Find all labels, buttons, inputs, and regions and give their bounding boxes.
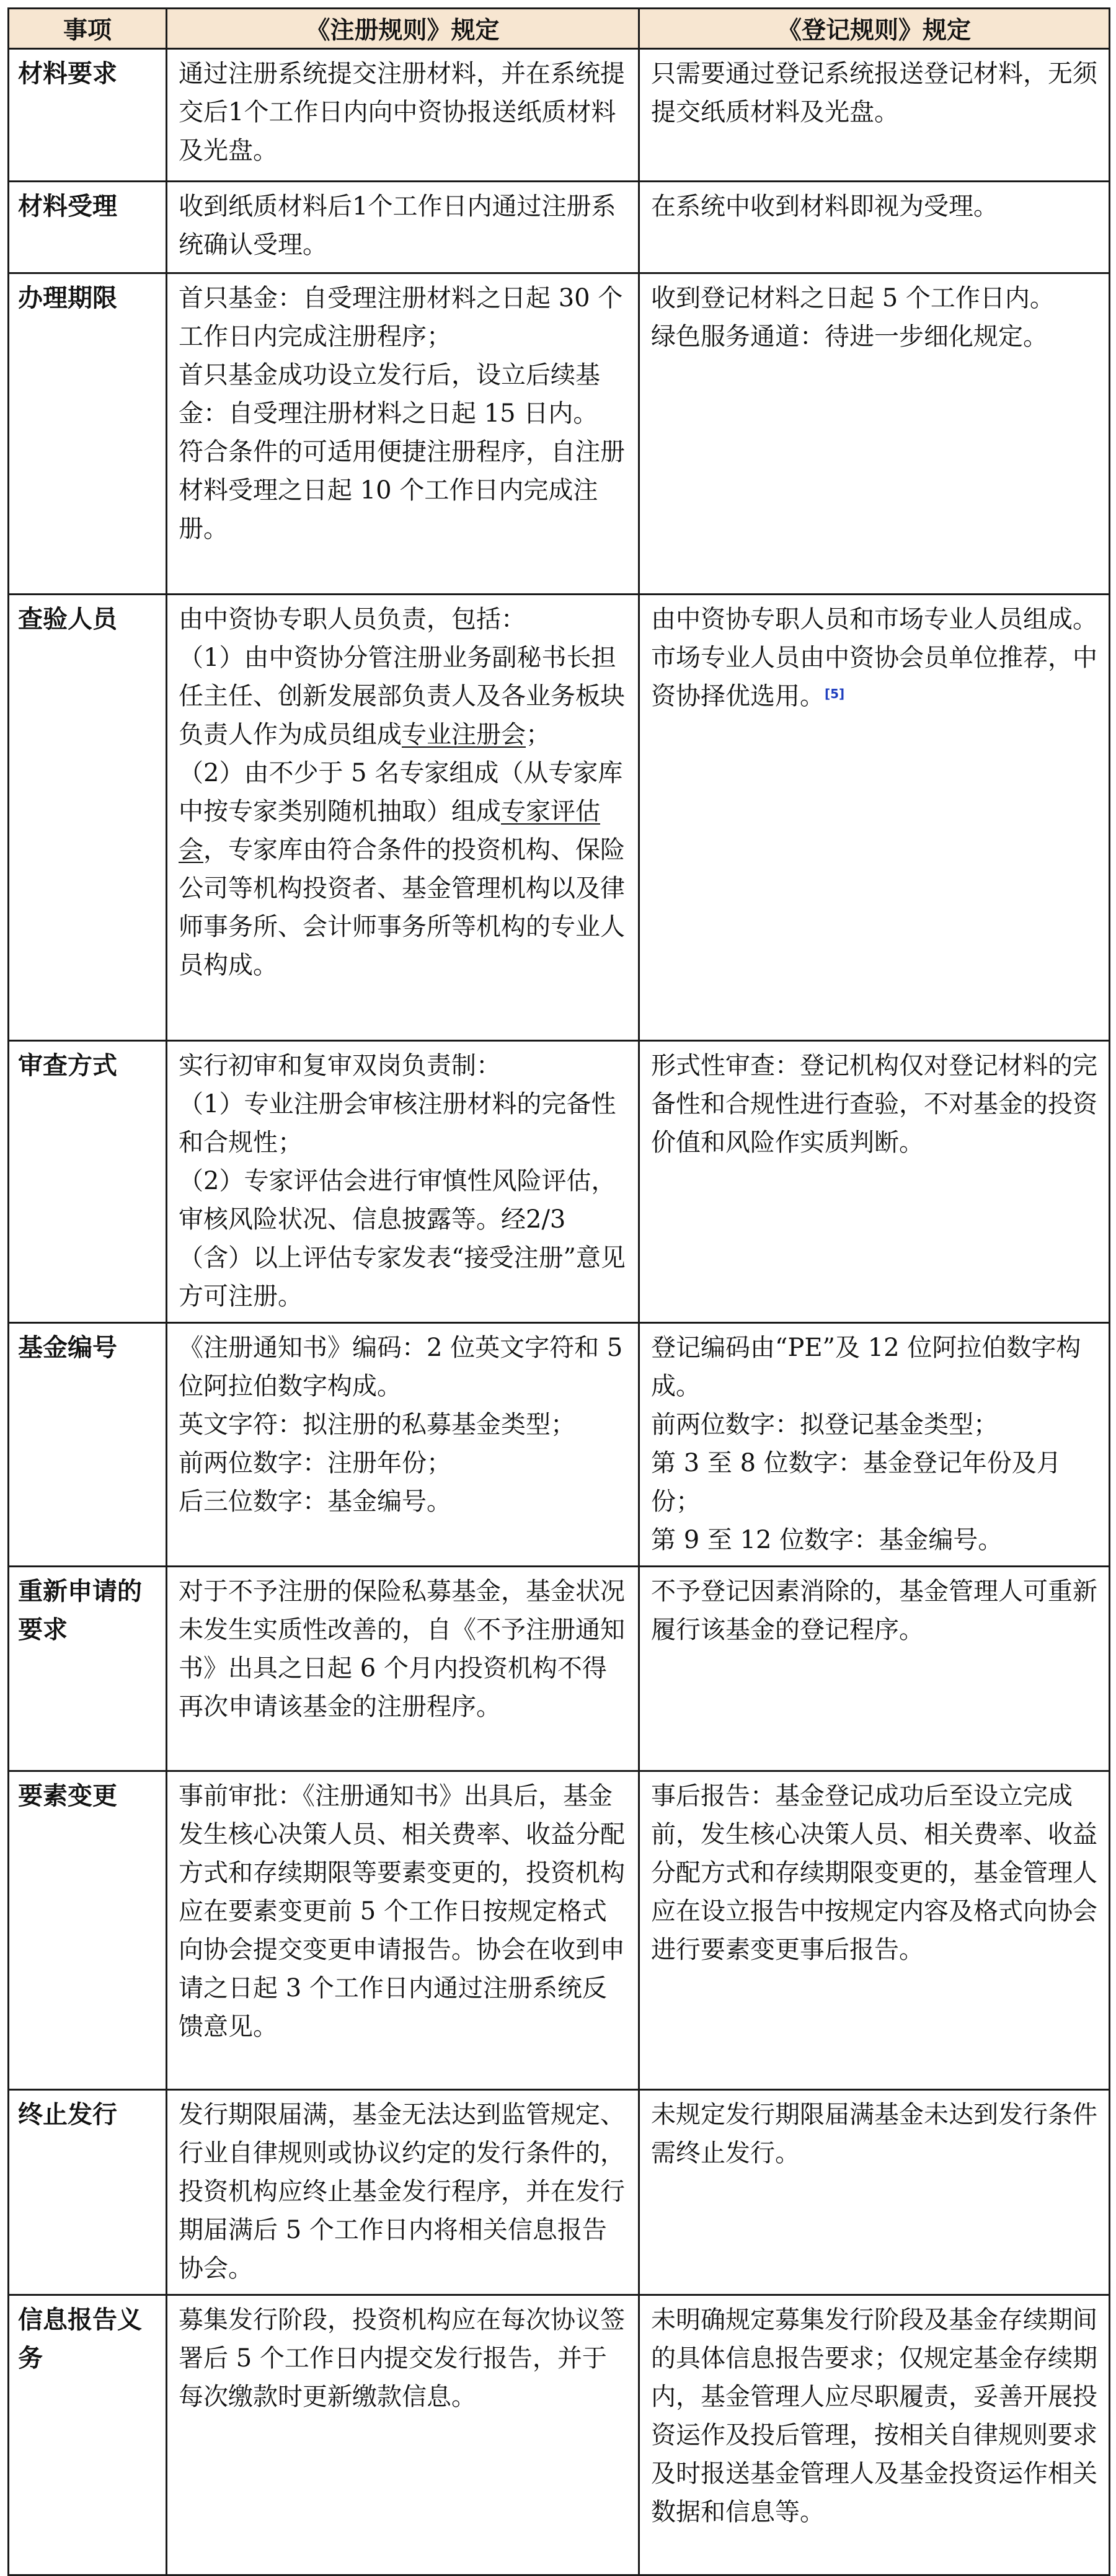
- registration-cell: 首只基金：自受理注册材料之日起 30 个工作日内完成注册程序； 首只基金成功设立发行后，设立后续基金：自受理注册材料之日起 15 日内。 符合条件的可适用便捷注册程序，自注册材料受理之日起 10 个工作日内完成注册。: [167, 273, 639, 595]
- record-cell: 不予登记因素消除的，基金管理人可重新履行该基金的登记程序。: [639, 1567, 1110, 1771]
- record-cell: 未规定发行期限届满基金未达到发行条件需终止发行。: [639, 2090, 1110, 2295]
- underlined-term: 专家评估会: [179, 797, 600, 864]
- registration-cell: 《注册通知书》编码：2 位英文字符和 5 位阿拉伯数字构成。 英文字符：拟注册的私募基金类型； 前两位数字：注册年份； 后三位数字：基金编号。: [167, 1323, 639, 1567]
- registration-cell: 事前审批：《注册通知书》出具后，基金发生核心决策人员、相关费率、收益分配方式和存续期限等要素变更的，投资机构应在要素变更前 5 个工作日按规定格式向协会提交变更申请报告。协会在收到申请之日起 3 个工作日内通过注册系统反馈意见。: [167, 1771, 639, 2090]
- record-cell: 未明确规定募集发行阶段及基金存续期间的具体信息报告要求；仅规定基金存续期内，基金管理人应尽职履责，妥善开展投资运作及投后管理，按相关自律规则要求及时报送基金管理人及基金投资运作相关数据和信息等。: [639, 2295, 1110, 2575]
- record-cell: 形式性审查：登记机构仅对登记材料的完备性和合规性进行查验，不对基金的投资价值和风险作实质判断。: [639, 1041, 1110, 1323]
- record-cell: 由中资协专职人员和市场专业人员组成。市场专业人员由中资协会员单位推荐，中资协择优选用。[5]: [639, 595, 1110, 1041]
- record-cell: 在系统中收到材料即视为受理。: [639, 182, 1110, 273]
- table-row: [9, 1323, 1110, 1567]
- row-item: 办理期限: [9, 273, 167, 595]
- row-item: 材料要求: [9, 49, 167, 182]
- row-item: 要素变更: [9, 1771, 167, 2090]
- table-row: [9, 2295, 1110, 2575]
- registration-cell: 对于不予注册的保险私募基金，基金状况未发生实质性改善的，自《不予注册通知书》出具之日起 6 个月内投资机构不得再次申请该基金的注册程序。: [167, 1567, 639, 1771]
- row-item: 材料受理: [9, 182, 167, 273]
- row-item: 查验人员: [9, 595, 167, 1041]
- row-item: 信息报告义务: [9, 2295, 167, 2575]
- table-row: [9, 182, 1110, 273]
- record-cell: 收到登记材料之日起 5 个工作日内。 绿色服务通道：待进一步细化规定。: [639, 273, 1110, 595]
- record-cell: 只需要通过登记系统报送登记材料，无须提交纸质材料及光盘。: [639, 49, 1110, 182]
- header-record-rules: 《登记规则》规定: [639, 9, 1110, 49]
- table-row: [9, 2090, 1110, 2295]
- table-row: [9, 595, 1110, 1041]
- table-row: [9, 49, 1110, 182]
- reference-link[interactable]: [5]: [825, 686, 845, 701]
- row-item: 审查方式: [9, 1041, 167, 1323]
- comparison-table: [7, 7, 1110, 2576]
- registration-cell: 募集发行阶段，投资机构应在每次协议签署后 5 个工作日内提交发行报告，并于每次缴款时更新缴款信息。: [167, 2295, 639, 2575]
- record-cell: 事后报告：基金登记成功后至设立完成前，发生核心决策人员、相关费率、收益分配方式和存续期限变更的，基金管理人应在设立报告中按规定内容及格式向协会进行要素变更事后报告。: [639, 1771, 1110, 2090]
- header-item: 事项: [9, 9, 167, 49]
- table-row: [9, 273, 1110, 595]
- record-cell: 登记编码由“PE”及 12 位阿拉伯数字构成。 前两位数字：拟登记基金类型； 第 3 至 8 位数字：基金登记年份及月份； 第 9 至 12 位数字：基金编号。: [639, 1323, 1110, 1567]
- registration-cell: 发行期限届满，基金无法达到监管规定、行业自律规则或协议约定的发行条件的，投资机构应终止基金发行程序，并在发行期届满后 5 个工作日内将相关信息报告协会。: [167, 2090, 639, 2295]
- table-row: [9, 1041, 1110, 1323]
- table-row: [9, 1567, 1110, 1771]
- row-item: 终止发行: [9, 2090, 167, 2295]
- registration-cell: 由中资协专职人员负责，包括： （1）由中资协分管注册业务副秘书长担任主任、创新发展部负责人及各业务板块负责人作为成员组成专业注册会； （2）由不少于 5 名专家组成（从专家库中按专家类别随机抽取）组成专家评估会，专家库由符合条件的投资机构、保险公司等机构投资者、基金管理机构以及律师事务所、会计师事务所等机构的专业人员构成。: [167, 595, 639, 1041]
- registration-cell: 收到纸质材料后1个工作日内通过注册系统确认受理。: [167, 182, 639, 273]
- row-item: 基金编号: [9, 1323, 167, 1567]
- table-row: [9, 1771, 1110, 2090]
- registration-cell: 通过注册系统提交注册材料，并在系统提交后1个工作日内向中资协报送纸质材料及光盘。: [167, 49, 639, 182]
- header-registration-rules: 《注册规则》规定: [167, 9, 639, 49]
- row-item: 重新申请的要求: [9, 1567, 167, 1771]
- header-row: [9, 9, 1110, 49]
- underlined-term: 专业注册会: [402, 720, 526, 749]
- registration-cell: 实行初审和复审双岗负责制： （1）专业注册会审核注册材料的完备性和合规性； （2）专家评估会进行审慎性风险评估，审核风险状况、信息披露等。经2/3（含）以上评估专家发表“接受注册”意见方可注册。: [167, 1041, 639, 1323]
